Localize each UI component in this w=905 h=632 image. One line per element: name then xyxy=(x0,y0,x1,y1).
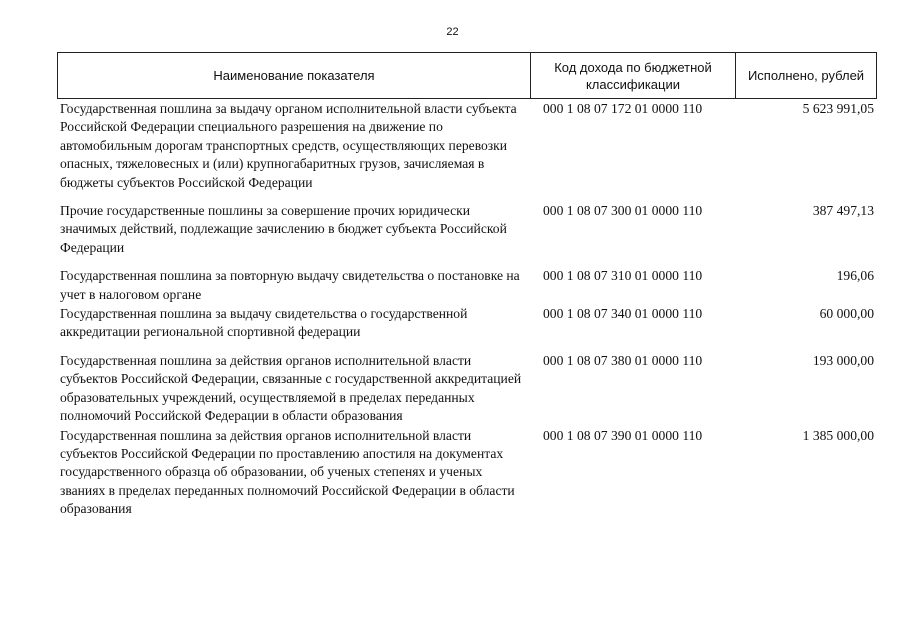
table-body xyxy=(57,100,877,519)
header-executed: Исполнено, рублей xyxy=(747,68,865,83)
row-code: 000 1 08 07 310 01 0000 110 xyxy=(543,268,703,284)
table-row xyxy=(57,267,877,304)
row-name: Государственная пошлина за выдачу свидетельства о государственной аккредитации региональной спортивной федерации xyxy=(60,306,468,340)
row-code: 000 1 08 07 380 01 0000 110 xyxy=(543,352,703,368)
page-number: 22 xyxy=(446,26,459,38)
row-code: 000 1 08 07 172 01 0000 110 xyxy=(543,101,703,116)
row-code: 000 1 08 07 300 01 0000 110 xyxy=(543,203,703,219)
table-row xyxy=(57,100,877,192)
row-name: Прочие государственные пошлины за совершение прочих юридически значимых действий, подлежащие зачислению в бюджет субъекта Российской Федерации xyxy=(60,203,507,255)
row-name: Государственная пошлина за выдачу органом исполнительной власти субъекта Российской Федерации специального разрешения на движение по автомобильным дорогам транспортных средств, осуществляющих перевозки опасных, тяжеловесных и (или) крупногабаритных грузов, зачисляемая в бюджеты субъектов Российской Федерации xyxy=(60,101,517,190)
header-name: Наименование показателя xyxy=(58,53,531,98)
row-name: Государственная пошлина за действия органов исполнительной власти субъектов Российской Федерации по проставлению апостиля на документах государственного образца об образовании, об ученых степенях и ученых званиях в пределах переданных полномочий Российской Федерации в области образования xyxy=(60,427,515,517)
row-name: Государственная пошлина за действия органов исполнительной власти субъектов Российской Федерации, связанные с государственной аккредитацией образовательных учреждений, осуществляемой в пределах переданных полномочий Российской Федерации в области образования xyxy=(60,352,522,424)
table-row xyxy=(57,305,877,342)
row-executed: 5 623 991,05 xyxy=(802,101,874,116)
row-executed: 1 385 000,00 xyxy=(802,427,874,443)
table-row xyxy=(57,427,877,519)
row-code: 000 1 08 07 390 01 0000 110 xyxy=(543,427,703,443)
header-code: Код дохода по бюджетной классификации xyxy=(531,53,736,98)
row-code: 000 1 08 07 340 01 0000 110 xyxy=(543,306,703,322)
row-executed: 387 497,13 xyxy=(812,203,874,219)
table-row xyxy=(57,352,877,426)
row-executed: 193 000,00 xyxy=(812,352,874,368)
row-name: Государственная пошлина за повторную выдачу свидетельства о постановке на учет в налоговом органе xyxy=(60,268,520,302)
row-executed: 196,06 xyxy=(836,268,874,284)
table-row xyxy=(57,202,877,257)
table-header xyxy=(57,52,877,99)
row-executed: 60 000,00 xyxy=(819,306,874,322)
